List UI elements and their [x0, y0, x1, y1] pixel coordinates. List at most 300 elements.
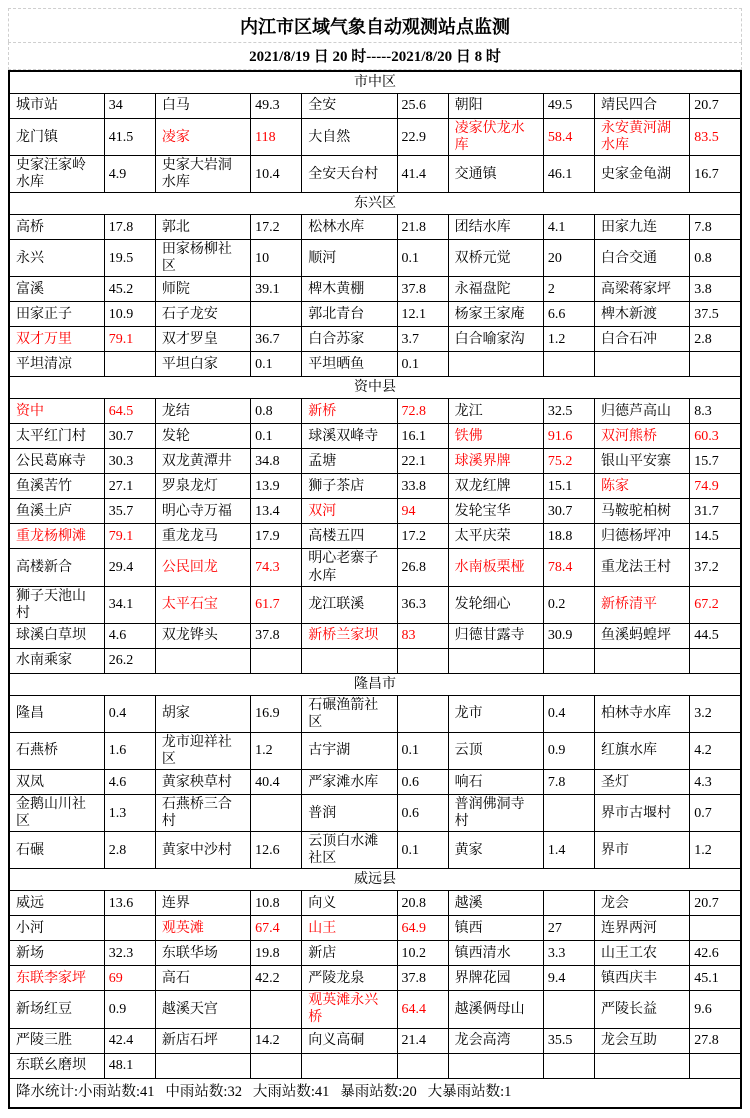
table-row	[9, 474, 741, 499]
station-value: 19.5	[104, 240, 155, 277]
station-name: 双凤	[9, 770, 104, 795]
station-name: 史家汪家岭水库	[9, 156, 104, 193]
station-name: 归德杨坪冲	[595, 524, 690, 549]
section-header-4: 威远县	[9, 869, 741, 891]
station-value	[543, 352, 594, 377]
station-value	[397, 695, 448, 732]
station-value: 2	[543, 277, 594, 302]
station-value: 6.6	[543, 302, 594, 327]
station-name: 罗泉龙灯	[155, 474, 250, 499]
station-value: 0.1	[251, 352, 302, 377]
station-name: 鱼溪苦竹	[9, 474, 104, 499]
station-name: 越溪俩母山	[448, 991, 543, 1028]
station-name: 大自然	[302, 119, 397, 156]
station-value: 34.1	[104, 586, 155, 623]
station-name: 黄家中沙村	[155, 832, 250, 869]
station-name: 归德甘露寺	[448, 623, 543, 648]
table-row	[9, 991, 741, 1028]
station-value: 16.9	[251, 695, 302, 732]
station-name: 松林水库	[302, 215, 397, 240]
station-name: 球溪双峰寺	[302, 424, 397, 449]
station-value: 3.3	[543, 941, 594, 966]
station-name: 越溪	[448, 891, 543, 916]
station-value: 0.8	[251, 399, 302, 424]
station-value: 15.7	[690, 449, 741, 474]
station-value: 0.1	[251, 424, 302, 449]
station-name	[448, 648, 543, 673]
section-header-3: 隆昌市	[9, 673, 741, 695]
station-value: 41.4	[397, 156, 448, 193]
station-value: 4.9	[104, 156, 155, 193]
station-name: 交通镇	[448, 156, 543, 193]
station-value: 13.4	[251, 499, 302, 524]
station-name: 平坦白家	[155, 352, 250, 377]
station-value	[690, 648, 741, 673]
station-name: 郭北青台	[302, 302, 397, 327]
station-value: 0.7	[690, 795, 741, 832]
station-value: 21.8	[397, 215, 448, 240]
station-value: 1.2	[543, 327, 594, 352]
station-name: 孟塘	[302, 449, 397, 474]
station-name	[595, 648, 690, 673]
station-name: 新店	[302, 941, 397, 966]
summary-row	[9, 1078, 741, 1108]
station-name: 城市站	[9, 94, 104, 119]
station-name	[302, 648, 397, 673]
station-name: 威远	[9, 891, 104, 916]
station-value: 78.4	[543, 549, 594, 586]
station-value: 1.6	[104, 732, 155, 769]
station-name: 隆昌	[9, 695, 104, 732]
station-name: 龙江联溪	[302, 586, 397, 623]
station-value: 25.6	[397, 94, 448, 119]
station-name: 镇西	[448, 916, 543, 941]
station-name: 椑木黄棚	[302, 277, 397, 302]
station-value	[397, 648, 448, 673]
station-name: 重龙龙马	[155, 524, 250, 549]
station-value: 1.2	[690, 832, 741, 869]
section-row	[9, 673, 741, 695]
station-value: 64.4	[397, 991, 448, 1028]
table-row	[9, 695, 741, 732]
station-name: 铁佛	[448, 424, 543, 449]
station-name: 东联华场	[155, 941, 250, 966]
station-name: 狮子茶店	[302, 474, 397, 499]
station-name: 田家九连	[595, 215, 690, 240]
station-value	[543, 648, 594, 673]
table-row	[9, 215, 741, 240]
station-value: 1.3	[104, 795, 155, 832]
station-name: 东联幺磨坝	[9, 1053, 104, 1078]
station-value: 45.2	[104, 277, 155, 302]
station-name: 公民回龙	[155, 549, 250, 586]
station-name: 白合喻家沟	[448, 327, 543, 352]
station-value: 94	[397, 499, 448, 524]
station-value: 4.2	[690, 732, 741, 769]
station-value: 10.9	[104, 302, 155, 327]
station-value: 34	[104, 94, 155, 119]
station-value: 12.1	[397, 302, 448, 327]
report-date-range: 2021/8/19 日 20 时-----2021/8/20 日 8 时	[8, 42, 742, 70]
station-value: 45.1	[690, 966, 741, 991]
station-value: 3.2	[690, 695, 741, 732]
station-value: 118	[251, 119, 302, 156]
station-value: 7.8	[543, 770, 594, 795]
station-name	[595, 352, 690, 377]
station-value: 74.3	[251, 549, 302, 586]
table-row	[9, 119, 741, 156]
station-value: 4.3	[690, 770, 741, 795]
station-value: 32.5	[543, 399, 594, 424]
station-value: 35.5	[543, 1028, 594, 1053]
station-name	[448, 352, 543, 377]
station-value: 30.7	[543, 499, 594, 524]
station-name: 杨家王家庵	[448, 302, 543, 327]
station-name: 公民葛麻寺	[9, 449, 104, 474]
section-row	[9, 71, 741, 94]
station-name: 石碾渔箭社区	[302, 695, 397, 732]
station-name: 郭北	[155, 215, 250, 240]
station-name: 太平石宝	[155, 586, 250, 623]
station-value: 67.4	[251, 916, 302, 941]
station-value: 42.6	[690, 941, 741, 966]
station-value: 7.8	[690, 215, 741, 240]
station-name: 水南乘家	[9, 648, 104, 673]
station-value: 40.4	[251, 770, 302, 795]
station-value: 0.8	[690, 240, 741, 277]
station-value: 20.7	[690, 891, 741, 916]
station-name: 团结水库	[448, 215, 543, 240]
report-title: 内江市区域气象自动观测站点监测	[8, 8, 742, 42]
station-value: 42.4	[104, 1028, 155, 1053]
table-row	[9, 524, 741, 549]
section-header-1: 东兴区	[9, 193, 741, 215]
station-name: 新桥清平	[595, 586, 690, 623]
station-name: 重龙法王村	[595, 549, 690, 586]
station-name: 新场红豆	[9, 991, 104, 1028]
station-value: 14.5	[690, 524, 741, 549]
station-value: 37.8	[397, 277, 448, 302]
station-value: 12.6	[251, 832, 302, 869]
station-name: 凌家	[155, 119, 250, 156]
station-value: 33.8	[397, 474, 448, 499]
station-name: 新桥	[302, 399, 397, 424]
station-name: 金鹅山川社区	[9, 795, 104, 832]
station-name: 靖民四合	[595, 94, 690, 119]
station-value: 67.2	[690, 586, 741, 623]
table-row	[9, 832, 741, 869]
station-value: 49.3	[251, 94, 302, 119]
station-value: 1.2	[251, 732, 302, 769]
station-value: 27.1	[104, 474, 155, 499]
station-name: 严陵三胜	[9, 1028, 104, 1053]
station-name: 越溪天宫	[155, 991, 250, 1028]
station-name: 史家金龟湖	[595, 156, 690, 193]
station-value: 2.8	[104, 832, 155, 869]
station-value: 13.6	[104, 891, 155, 916]
station-value: 83	[397, 623, 448, 648]
station-value	[543, 891, 594, 916]
station-value: 46.1	[543, 156, 594, 193]
station-name: 柏林寺水库	[595, 695, 690, 732]
station-value: 22.1	[397, 449, 448, 474]
station-name: 发轮宝华	[448, 499, 543, 524]
station-value: 21.4	[397, 1028, 448, 1053]
station-value	[251, 991, 302, 1028]
station-value: 17.9	[251, 524, 302, 549]
station-value: 41.5	[104, 119, 155, 156]
station-name: 全安天台村	[302, 156, 397, 193]
station-value: 0.9	[543, 732, 594, 769]
station-name: 顺河	[302, 240, 397, 277]
station-name	[155, 1053, 250, 1078]
station-name: 界牌花园	[448, 966, 543, 991]
station-value: 69	[104, 966, 155, 991]
station-name: 太平庆荣	[448, 524, 543, 549]
station-name: 龙江	[448, 399, 543, 424]
table-row	[9, 966, 741, 991]
table-row	[9, 94, 741, 119]
station-value: 20	[543, 240, 594, 277]
station-name: 向义	[302, 891, 397, 916]
table-row	[9, 424, 741, 449]
station-value: 20.8	[397, 891, 448, 916]
station-name: 平坦晒鱼	[302, 352, 397, 377]
table-row	[9, 156, 741, 193]
station-name: 白马	[155, 94, 250, 119]
station-value: 13.9	[251, 474, 302, 499]
section-header-2: 资中县	[9, 377, 741, 399]
station-value: 26.2	[104, 648, 155, 673]
section-row	[9, 193, 741, 215]
station-value	[543, 795, 594, 832]
station-name: 双河	[302, 499, 397, 524]
station-name: 陈家	[595, 474, 690, 499]
station-name: 师院	[155, 277, 250, 302]
station-value: 29.4	[104, 549, 155, 586]
station-name: 白合石冲	[595, 327, 690, 352]
station-name: 镇西清水	[448, 941, 543, 966]
station-name: 重龙杨柳滩	[9, 524, 104, 549]
station-value: 34.8	[251, 449, 302, 474]
station-name: 双龙黄潭井	[155, 449, 250, 474]
table-row	[9, 891, 741, 916]
station-name: 严陵龙泉	[302, 966, 397, 991]
station-name: 凌家伏龙水库	[448, 119, 543, 156]
station-value: 42.2	[251, 966, 302, 991]
station-value: 91.6	[543, 424, 594, 449]
station-value: 49.5	[543, 94, 594, 119]
station-name: 马鞍驼柏树	[595, 499, 690, 524]
station-value: 48.1	[104, 1053, 155, 1078]
station-value: 0.1	[397, 732, 448, 769]
station-value: 18.8	[543, 524, 594, 549]
station-name: 龙会互助	[595, 1028, 690, 1053]
table-row	[9, 352, 741, 377]
station-name: 新场	[9, 941, 104, 966]
station-name: 高石	[155, 966, 250, 991]
station-name: 发轮	[155, 424, 250, 449]
station-value: 74.9	[690, 474, 741, 499]
station-name: 鱼溪蚂蝗坪	[595, 623, 690, 648]
station-value: 3.7	[397, 327, 448, 352]
station-name: 响石	[448, 770, 543, 795]
station-name: 云顶白水滩社区	[302, 832, 397, 869]
table-row	[9, 499, 741, 524]
table-row	[9, 648, 741, 673]
station-name: 高桥	[9, 215, 104, 240]
station-name: 全安	[302, 94, 397, 119]
station-value: 10.2	[397, 941, 448, 966]
station-name: 小河	[9, 916, 104, 941]
station-name: 龙门镇	[9, 119, 104, 156]
station-name: 山王	[302, 916, 397, 941]
station-name: 高楼五四	[302, 524, 397, 549]
station-name: 双龙红牌	[448, 474, 543, 499]
station-value: 72.8	[397, 399, 448, 424]
station-value: 20.7	[690, 94, 741, 119]
station-name: 观英滩	[155, 916, 250, 941]
table-row	[9, 302, 741, 327]
station-value: 0.9	[104, 991, 155, 1028]
table-row	[9, 1028, 741, 1053]
station-name: 高楼新合	[9, 549, 104, 586]
table-row	[9, 795, 741, 832]
station-value: 0.6	[397, 770, 448, 795]
station-value: 35.7	[104, 499, 155, 524]
station-name: 圣灯	[595, 770, 690, 795]
station-value	[104, 352, 155, 377]
station-name: 严陵长益	[595, 991, 690, 1028]
station-name: 黄家秧草村	[155, 770, 250, 795]
station-value: 83.5	[690, 119, 741, 156]
table-row	[9, 1053, 741, 1078]
station-name: 严家滩水库	[302, 770, 397, 795]
table-row	[9, 732, 741, 769]
station-value: 0.1	[397, 832, 448, 869]
station-value: 37.8	[251, 623, 302, 648]
station-name: 球溪白草坝	[9, 623, 104, 648]
station-value: 44.5	[690, 623, 741, 648]
station-name: 鱼溪土庐	[9, 499, 104, 524]
station-name: 资中	[9, 399, 104, 424]
station-name: 双龙铧头	[155, 623, 250, 648]
table-row	[9, 449, 741, 474]
station-value: 37.5	[690, 302, 741, 327]
station-name: 龙结	[155, 399, 250, 424]
station-name: 太平红门村	[9, 424, 104, 449]
station-value	[251, 648, 302, 673]
station-value	[251, 795, 302, 832]
station-name: 新桥兰家坝	[302, 623, 397, 648]
station-value: 0.1	[397, 240, 448, 277]
station-name: 龙会	[595, 891, 690, 916]
station-value: 14.2	[251, 1028, 302, 1053]
station-name: 银山平安寨	[595, 449, 690, 474]
station-name: 永福盘陀	[448, 277, 543, 302]
station-name: 石燕桥	[9, 732, 104, 769]
table-row	[9, 770, 741, 795]
station-name: 山王工农	[595, 941, 690, 966]
station-name: 普润佛洞寺村	[448, 795, 543, 832]
table-row	[9, 586, 741, 623]
station-value: 26.8	[397, 549, 448, 586]
station-name: 新店石坪	[155, 1028, 250, 1053]
station-value: 8.3	[690, 399, 741, 424]
station-value: 64.9	[397, 916, 448, 941]
station-name: 镇西庆丰	[595, 966, 690, 991]
station-value: 0.1	[397, 352, 448, 377]
station-name: 双才罗皇	[155, 327, 250, 352]
station-name: 史家大岩洞水库	[155, 156, 250, 193]
station-name: 古宇湖	[302, 732, 397, 769]
station-name: 龙市迎祥社区	[155, 732, 250, 769]
rainfall-table-body	[9, 71, 741, 1108]
station-value: 79.1	[104, 327, 155, 352]
station-name: 双河熊桥	[595, 424, 690, 449]
table-row	[9, 277, 741, 302]
station-name: 白合交通	[595, 240, 690, 277]
station-value	[251, 1053, 302, 1078]
station-value: 10.4	[251, 156, 302, 193]
station-value: 4.1	[543, 215, 594, 240]
station-value: 0.2	[543, 586, 594, 623]
station-name: 东联李家坪	[9, 966, 104, 991]
station-name: 红旗水库	[595, 732, 690, 769]
station-value: 19.8	[251, 941, 302, 966]
station-name: 双才万里	[9, 327, 104, 352]
table-row	[9, 623, 741, 648]
station-value: 64.5	[104, 399, 155, 424]
station-value: 75.2	[543, 449, 594, 474]
station-name: 普润	[302, 795, 397, 832]
station-value: 17.2	[251, 215, 302, 240]
station-value: 4.6	[104, 623, 155, 648]
station-value: 0.4	[104, 695, 155, 732]
table-row	[9, 916, 741, 941]
station-value: 15.1	[543, 474, 594, 499]
station-value: 39.1	[251, 277, 302, 302]
station-value: 60.3	[690, 424, 741, 449]
station-name: 狮子天池山村	[9, 586, 104, 623]
station-value: 2.8	[690, 327, 741, 352]
station-name: 永兴	[9, 240, 104, 277]
station-name: 胡家	[155, 695, 250, 732]
station-value: 17.8	[104, 215, 155, 240]
station-name: 朝阳	[448, 94, 543, 119]
station-name: 田家正子	[9, 302, 104, 327]
station-value: 9.6	[690, 991, 741, 1028]
station-name: 龙市	[448, 695, 543, 732]
station-value: 30.7	[104, 424, 155, 449]
station-value	[104, 916, 155, 941]
station-name: 石燕桥三合村	[155, 795, 250, 832]
table-row	[9, 327, 741, 352]
station-value: 36.3	[397, 586, 448, 623]
station-value	[543, 991, 594, 1028]
station-value	[251, 302, 302, 327]
station-name: 连界	[155, 891, 250, 916]
station-value	[543, 1053, 594, 1078]
station-name	[155, 648, 250, 673]
station-name: 明心老寨子水库	[302, 549, 397, 586]
station-value: 30.3	[104, 449, 155, 474]
station-value: 10	[251, 240, 302, 277]
station-name: 明心寺万福	[155, 499, 250, 524]
station-name: 石子龙安	[155, 302, 250, 327]
section-row	[9, 377, 741, 399]
station-value: 9.4	[543, 966, 594, 991]
